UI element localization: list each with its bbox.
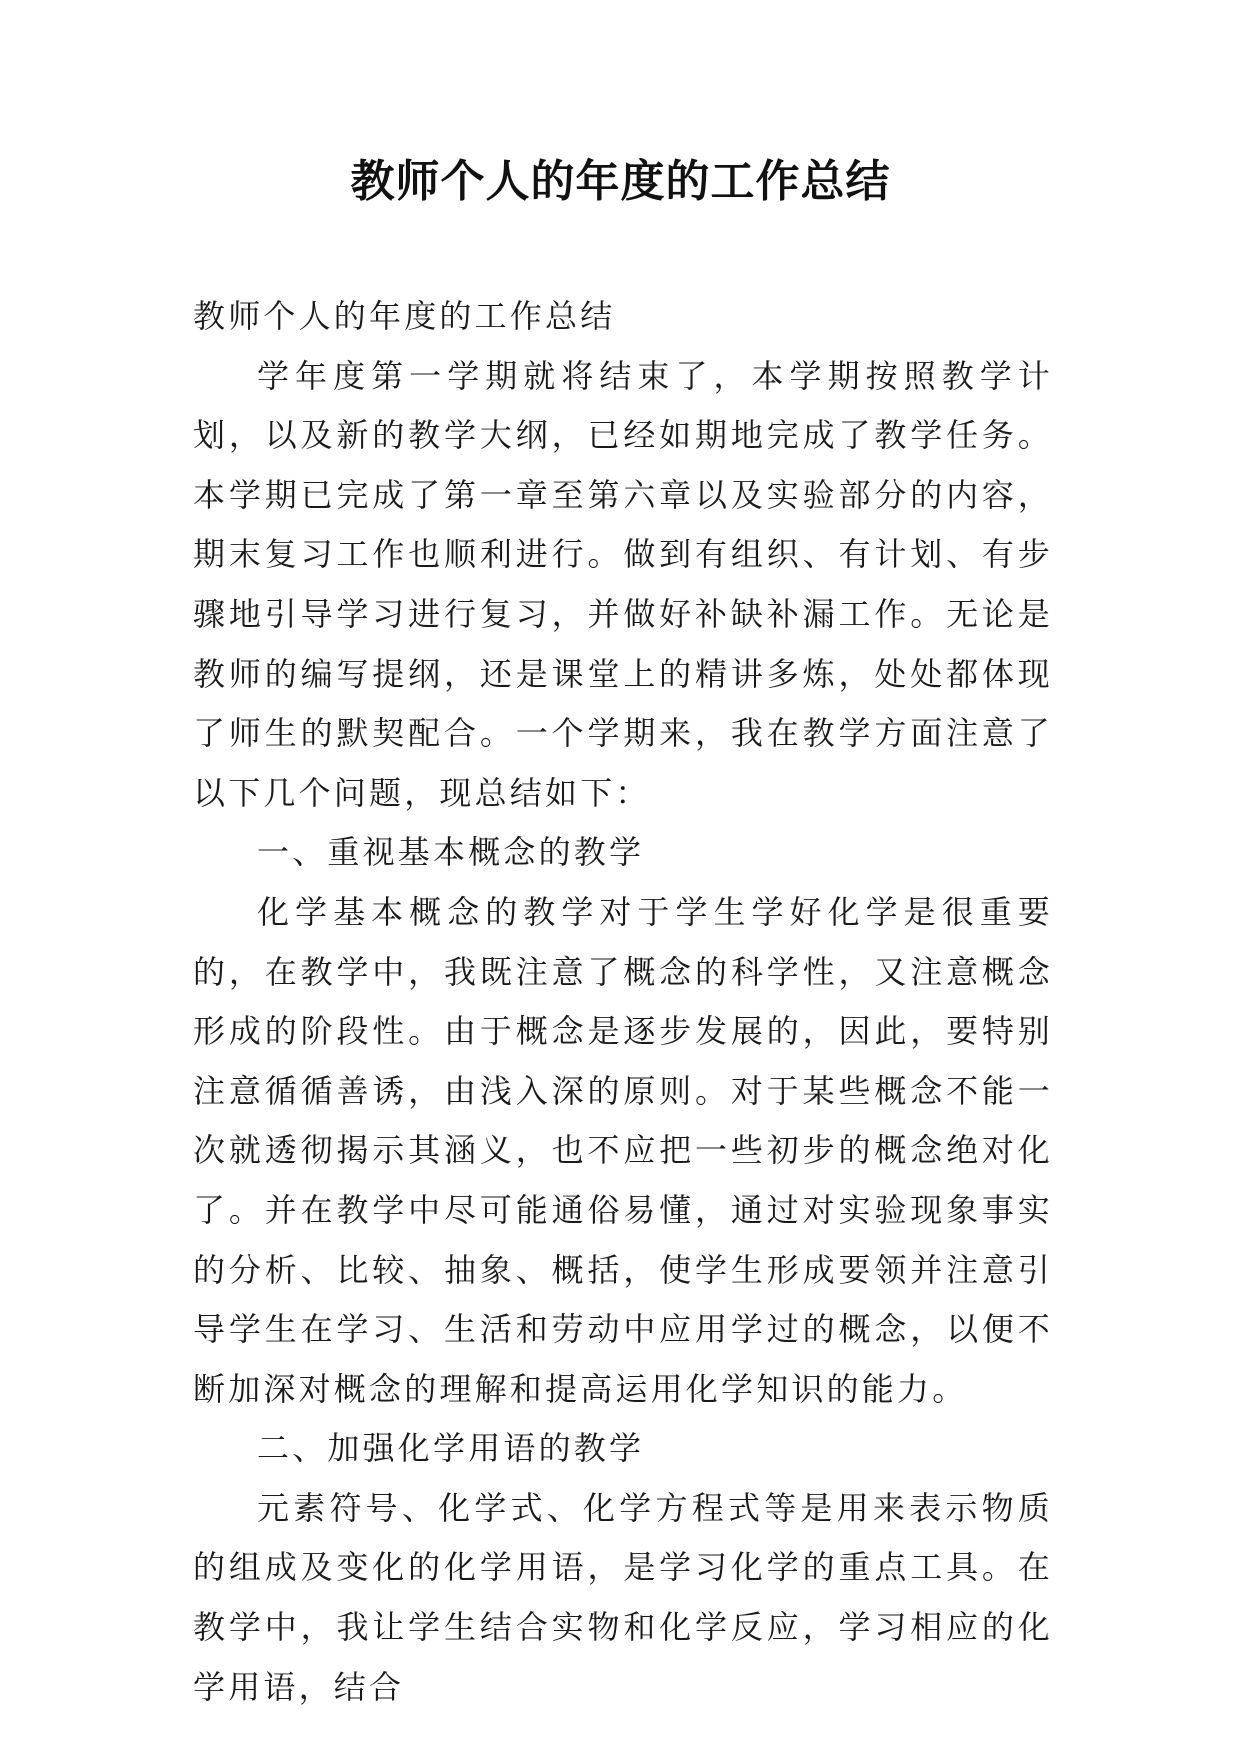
paragraph-intro: 学年度第一学期就将结束了，本学期按照教学计划，以及新的教学大纲，已经如期地完成了教学任务。本学期已完成了第一章至第六章以及实验部分的内容，期末复习工作也顺利进行。做到有组织、有计划、有步骤地引导学习进行复习，并做好补缺补漏工作。无论是教师的编写提纲，还是课堂上的精讲多炼，处处都体现了师生的默契配合。一个学期来，我在教学方面注意了以下几个问题，现总结如下：: [193, 356, 1053, 812]
section-heading-2: 二、加强化学用语的教学: [257, 1429, 645, 1468]
document-body: [193, 287, 1053, 1717]
section-heading-1: 一、重视基本概念的教学: [257, 833, 645, 872]
paragraph-terminology: 元素符号、化学式、化学方程式等是用来表示物质的组成及变化的化学用语，是学习化学的重点工具。在教学中，我让学生结合实物和化学反应，学习相应的化学用语，结合: [193, 1488, 1053, 1706]
document-title: 教师个人的年度的工作总结: [350, 156, 891, 207]
paragraph-concepts: 化学基本概念的教学对于学生学好化学是很重要的，在教学中，我既注意了概念的科学性，又注意概念形成的阶段性。由于概念是逐步发展的，因此，要特别注意循循善诱，由浅入深的原则。对于某些概念不能一次就透彻揭示其涵义，也不应把一些初步的概念绝对化了。并在教学中尽可能通俗易懂，通过对实验现象事实的分析、比较、抽象、概括，使学生形成要领并注意引导学生在学习、生活和劳动中应用学过的概念，以便不断加深对概念的理解和提高运用化学知识的能力。: [193, 892, 1053, 1408]
body-heading: 教师个人的年度的工作总结: [193, 297, 616, 335]
